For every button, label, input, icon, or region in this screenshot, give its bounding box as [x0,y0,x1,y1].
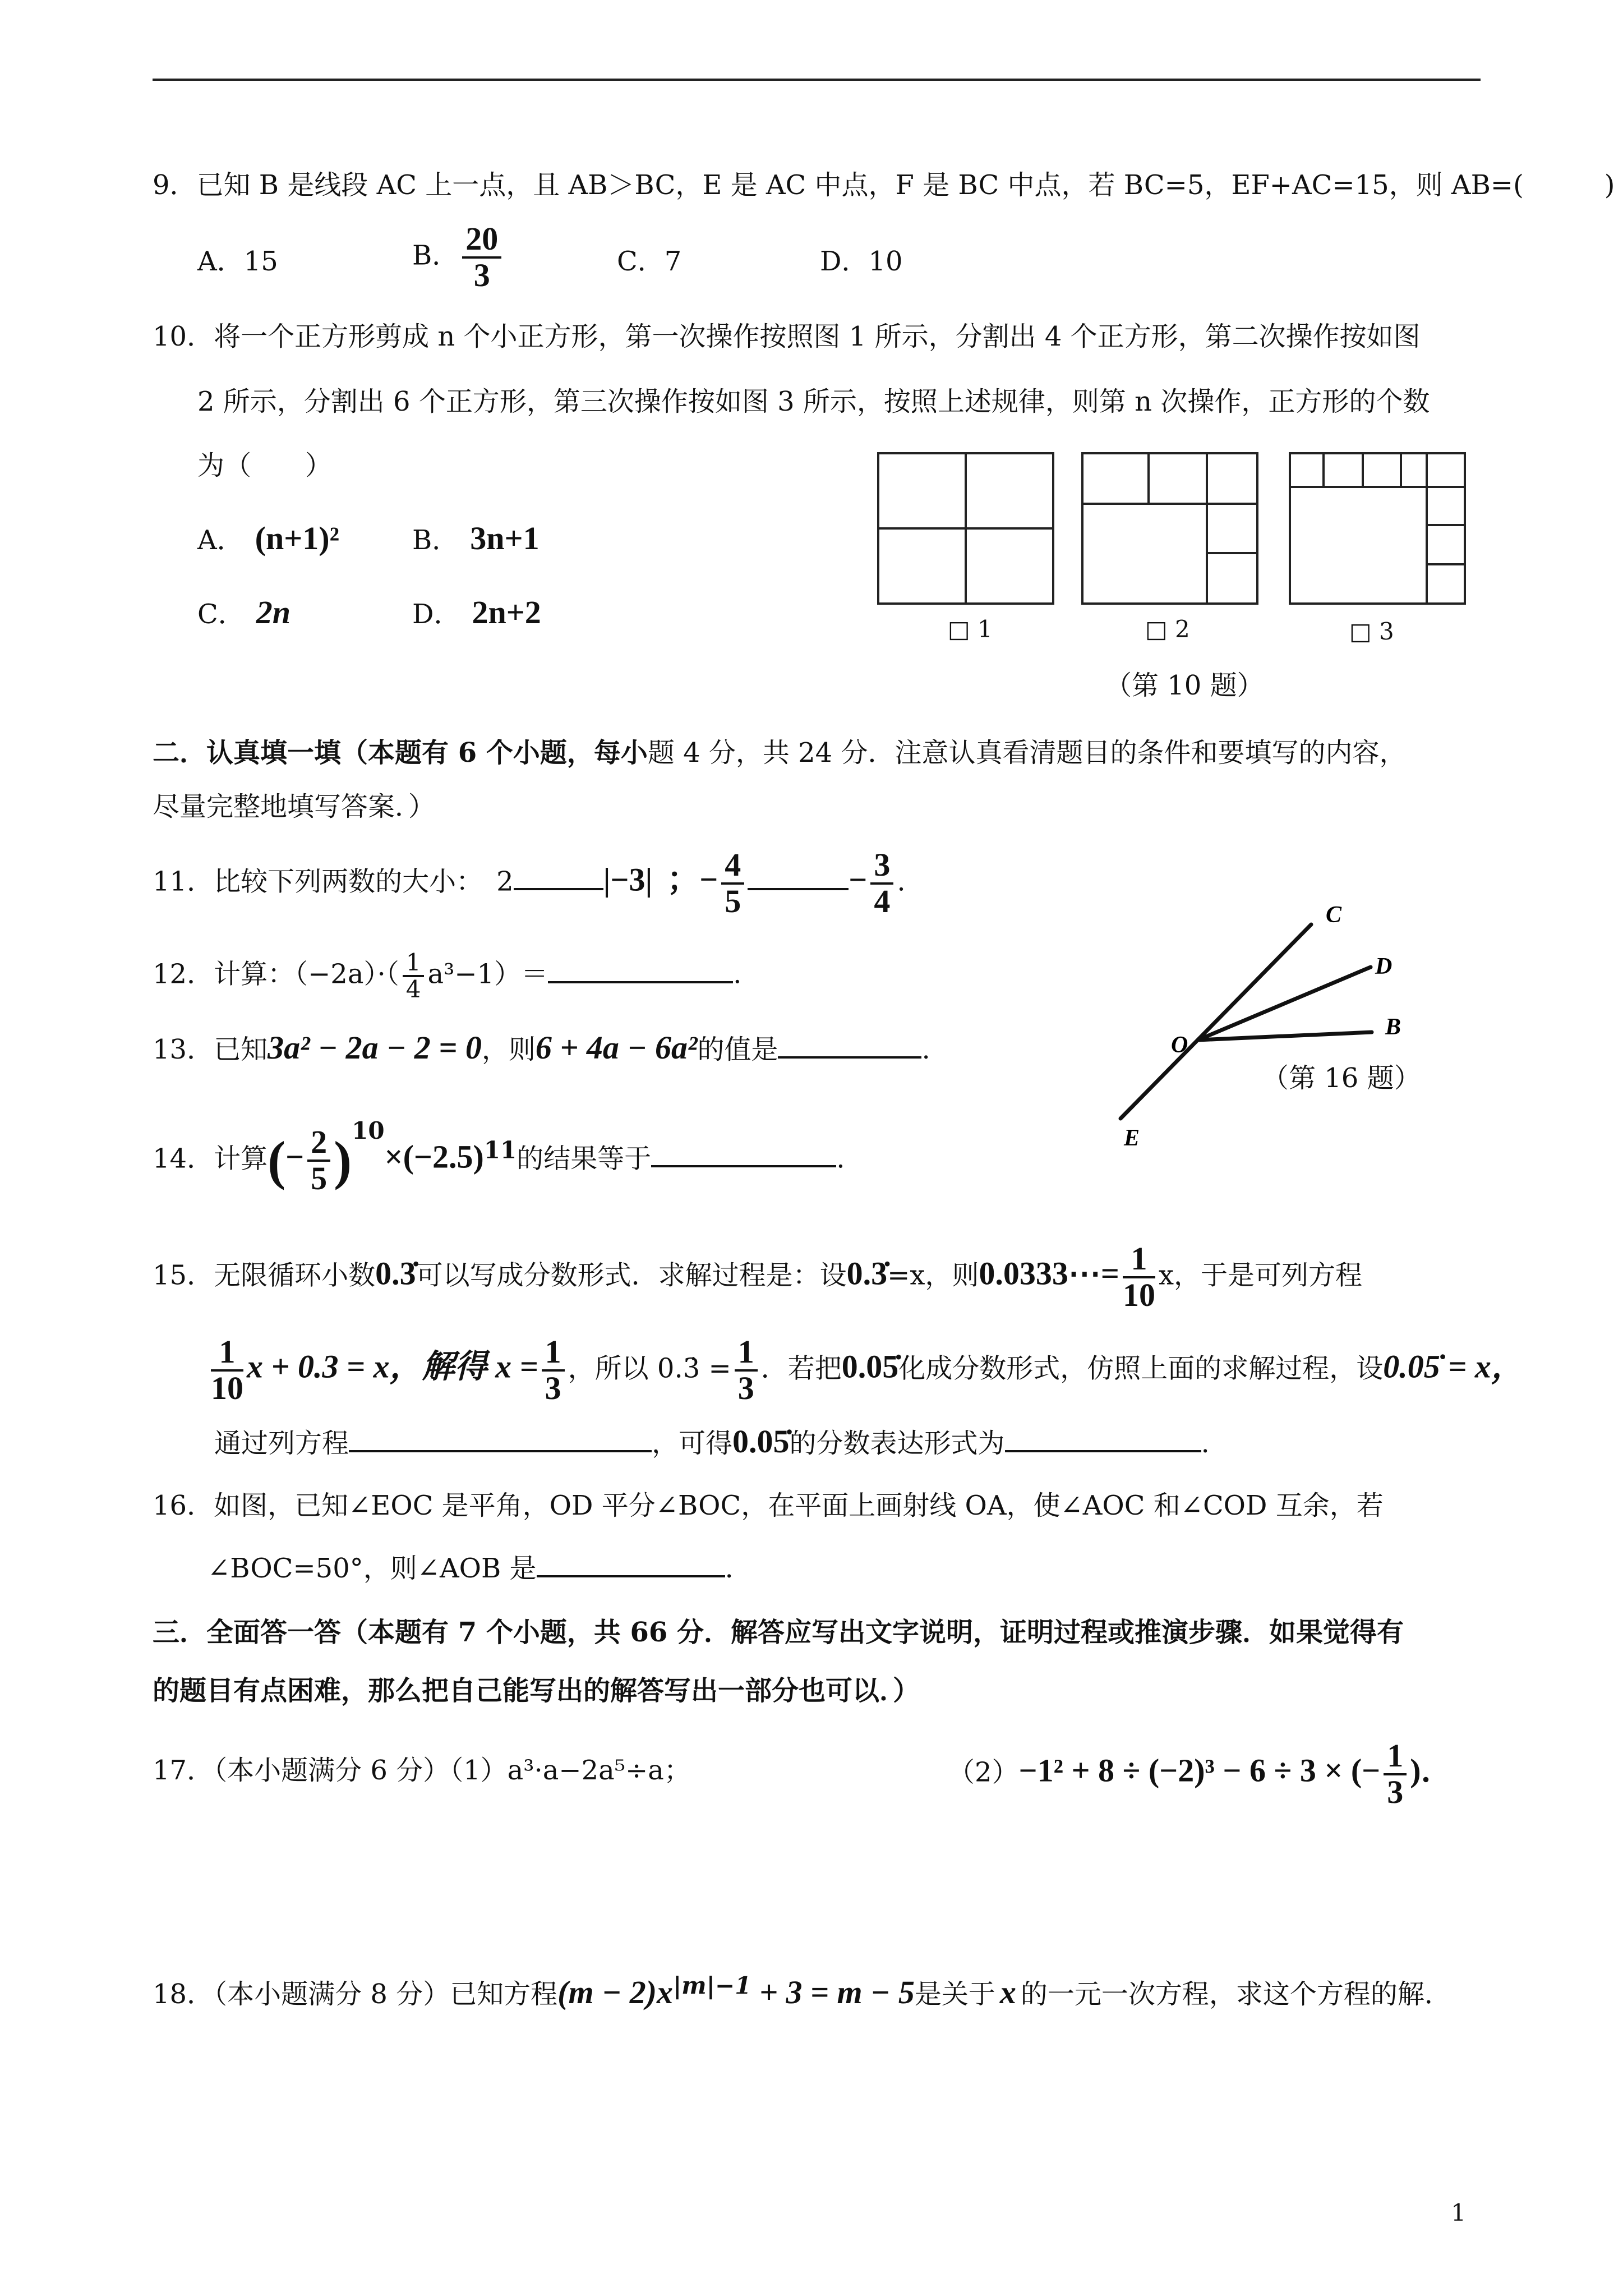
q16-ray-ob [1198,1032,1372,1040]
q15-fraction-2-10: $\frac{1}{10}$ [211,1333,243,1406]
q10-figure-1 [878,453,1053,604]
q17-part2: （2）−1² + 8 ÷ (−2)³ − 6 ÷ 3 × (− $\frac{1}{3}$ )． [948,1737,1454,1810]
q17-fraction: $\frac{1}{3}$ [1384,1739,1407,1810]
q16-label-e: E [1124,1125,1140,1151]
q15-fraction-2-3b: $\frac{1}{3}$ [735,1335,758,1406]
q15-answer-blank-2[interactable] [1005,1444,1201,1452]
q10-option-b: B． 3n+1 [412,520,540,556]
q10-figure-3 [1290,453,1465,604]
q16-label-d: D [1375,954,1393,979]
q15-fraction-1-10: $\frac{1}{10}$ [1122,1240,1155,1313]
q16-ray-od [1198,967,1371,1040]
q14: 14．计算(− $\frac{2}{5}$ )$^{10}\times(-2.5)^{11}$的结果等于 . [153,1117,845,1197]
q15-line3: 通过列方程 ，可得0.05̇的分数表达形式为 . [214,1423,1210,1460]
q15-line2: $\frac{1}{10}$ x + 0.3 = x，解得 x = $\frac{1}{3}$ ，所以 0.3̇ = $\frac{1}{3}$ ．若把0.05̇化成分数形式，仿照上面的求解过程，设0.05̇ = x， [211,1333,1524,1406]
q18: 18．（本小题满分 8 分）已知方程$(m - 2)x^{|m|-1} + 3 = m - 5$是关于 x 的一元一次方程，求这个方程的解． [153,1972,1451,2010]
q12-answer-blank[interactable] [548,976,733,983]
q10-fig1-label: □ 1 [948,615,993,643]
q14-fraction: $\frac{2}{5}$ [307,1125,330,1196]
q11-answer-blank-2[interactable] [748,882,849,890]
q12: 12．计算：（−2a）·（ $\frac{1}{4}$ a³−1）＝ . [153,949,742,1004]
q10-line1: 10．将一个正方形剪成 n 个小正方形，第一次操作按照图 1 所示，分割出 4 个正方形，第二次操作按如图 [153,321,1421,352]
q16-label-b: B [1385,1014,1401,1040]
q15-line1: 15．无限循环小数0.3̇可以写成分数形式．求解过程是：设0.3̇=x，则0.0333⋯= $\frac{1}{10}$ x，于是可列方程 [153,1240,1363,1313]
q16-line1: 16．如图，已知∠EOC 是平角，OD 平分∠BOC，在平面上画射线 OA，使∠AOC 和∠COD 互余，若 [153,1490,1384,1521]
q15-fraction-2-3a: $\frac{1}{3}$ [542,1335,565,1406]
q14-answer-blank[interactable] [651,1159,836,1167]
q10-line3: 为（ ） [197,450,333,481]
q10-line2: 2 所示，分割出 6 个正方形，第三次操作按如图 3 所示，按照上述规律，则第 n 次操作，正方形的个数 [197,386,1430,417]
q15-answer-blank-1[interactable] [349,1444,652,1452]
q16-answer-blank[interactable] [537,1570,725,1577]
q16-figure [1099,898,1481,1156]
q9-option-d: D．10 [820,246,903,277]
q11-fraction-1: $\frac{4}{5}$ [721,848,744,919]
q10-option-c: C． 2n [197,594,291,631]
q10-figure-2 [1082,453,1257,604]
q10-option-d: D． 2n+2 [412,594,541,631]
q9-option-b: B． $\frac{20}{3}$ [412,222,505,293]
section2-heading: 二．认真填一填（本题有 6 个小题，每小题 4 分，共 24 分．注意认真看清题目的条件和要填写的内容， [153,737,1407,769]
q13-answer-blank[interactable] [778,1051,921,1059]
q10-fig3-label: □ 3 [1349,618,1394,645]
q9-option-b-fraction: $\frac{20}{3}$ [462,222,501,293]
q9-option-c: C．7 [617,246,682,277]
section2-line2: 尽量完整地填写答案．） [153,791,436,822]
q11-answer-blank-1[interactable] [514,882,603,890]
q16-caption: （第 16 题） [1262,1062,1421,1094]
q16-label-o: O [1171,1032,1188,1058]
q11: 11．比较下列两数的大小： 2 |−3| ；− $\frac{4}{5}$ − $\frac{3}{4}$ . [153,846,906,919]
page-number: 1 [1451,2199,1466,2226]
section3-line2: 的题目有点困难，那么把自己能写出的解答写出一部分也可以．） [153,1675,920,1706]
q16-line2: ∠BOC=50°，则∠AOB 是 . [208,1553,734,1584]
q13: 13．已知3a² − 2a − 2 = 0，则6 + 4a − 6a²的值是 . [153,1029,930,1066]
section3-heading: 三．全面答一答（本题有 7 个小题，共 66 分．解答应写出文字说明，证明过程或推演步骤．如果觉得有 [153,1617,1404,1648]
q10-caption: （第 10 题） [1105,670,1264,701]
q10-fig2-label: □ 2 [1145,615,1190,643]
q9-text: 9．已知 B 是线段 AC 上一点，且 AB＞BC，E 是 AC 中点，F 是 BC 中点，若 BC=5，EF+AC=15，则 AB=( ) [153,169,1615,201]
q17-part1: 17．（本小题满分 6 分）（1）a³·a−2a⁵÷a； [153,1755,691,1786]
q16-label-c: C [1326,902,1342,928]
q12-fraction: $\frac{1}{4}$ [403,950,425,1002]
q10-option-a: A． (n+1)² [197,520,339,556]
q9-option-a: A．15 [197,246,278,277]
q11-fraction-2: $\frac{3}{4}$ [870,848,893,919]
header-rule [153,79,1481,81]
